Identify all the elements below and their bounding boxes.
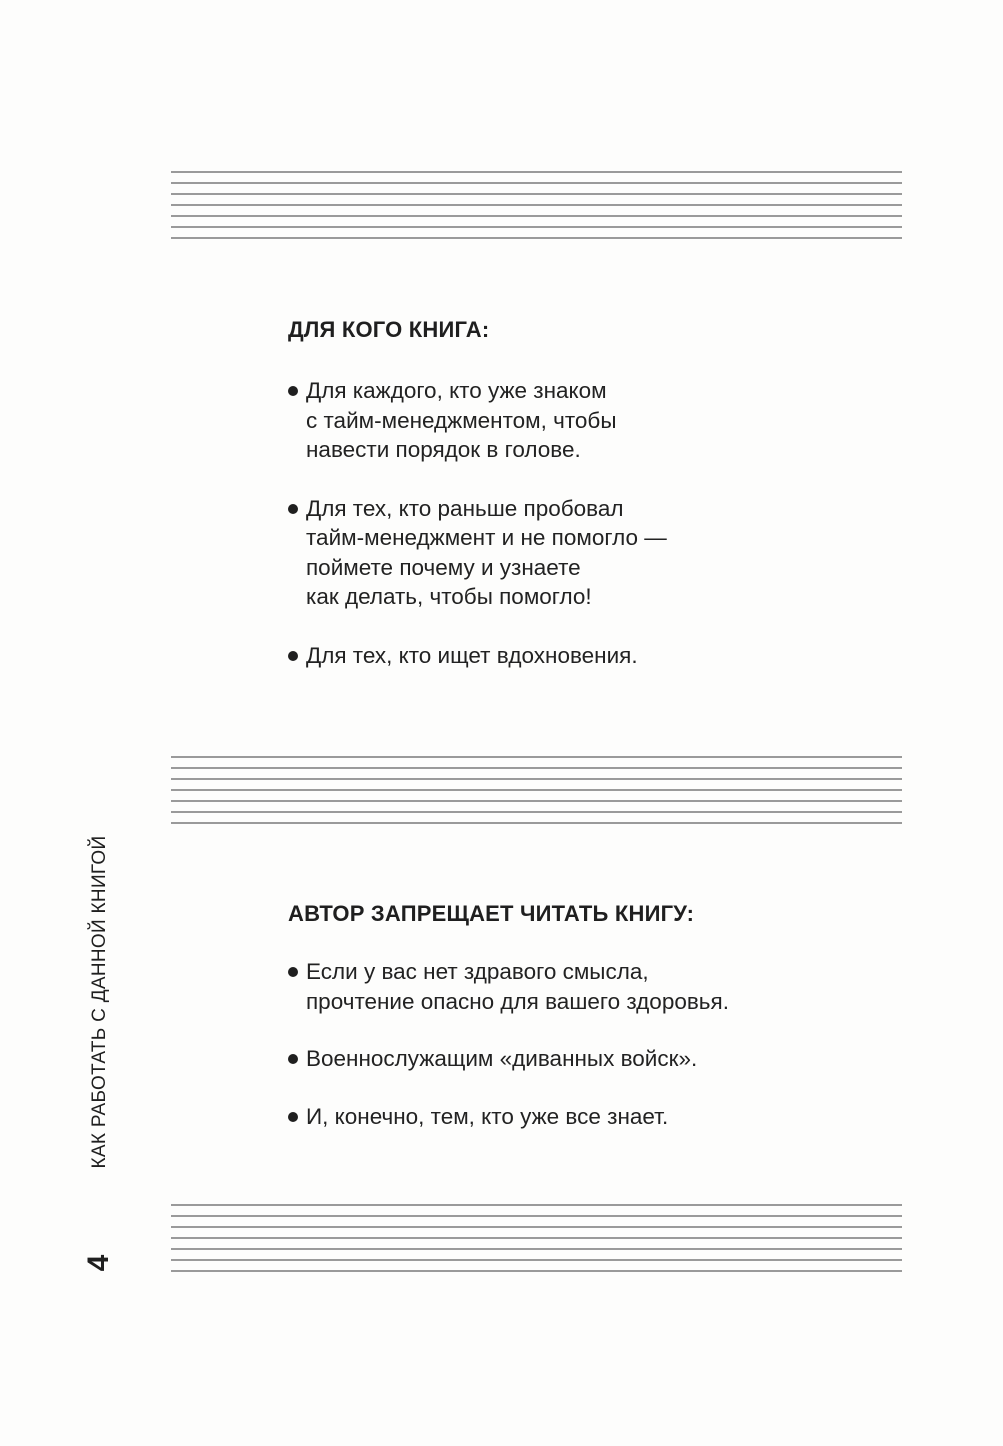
rule-line	[171, 193, 902, 195]
rule-line	[171, 811, 902, 813]
bullet-list	[288, 376, 888, 670]
rule-line	[171, 1259, 902, 1261]
bullet-icon	[288, 1054, 298, 1064]
rule-line	[171, 1270, 902, 1272]
rule-line	[171, 1226, 902, 1228]
rule-line	[171, 204, 902, 206]
rule-line	[171, 182, 902, 184]
list-item-text-line: с тайм-менеджментом, чтобы	[306, 407, 617, 433]
list-item-text-line: И, конечно, тем, кто уже все знает.	[306, 1103, 669, 1129]
rule-line	[171, 800, 902, 802]
running-title: КАК РАБОТАТЬ С ДАННОЙ КНИГОЙ	[89, 835, 110, 1169]
list-item	[288, 1102, 888, 1132]
section-heading: АВТОР ЗАПРЕЩАЕТ ЧИТАТЬ КНИГУ:	[288, 901, 695, 926]
decorative-rule-block-bottom	[171, 1204, 902, 1272]
rule-line	[171, 171, 902, 173]
list-item-text-line: навести порядок в голове.	[306, 437, 581, 462]
restrictions-section	[288, 899, 888, 1131]
list-item	[288, 494, 888, 612]
rule-line	[171, 1248, 902, 1250]
bullet-icon	[288, 504, 298, 514]
rule-line	[171, 789, 902, 791]
list-item-text-line: поймете почему и узнаете	[306, 554, 581, 580]
decorative-rule-block-middle	[171, 756, 902, 824]
rule-line	[171, 237, 902, 239]
bullet-icon	[288, 1112, 298, 1122]
bullet-icon	[288, 651, 298, 661]
list-item-text-line: прочтение опасно для вашего здоровья.	[306, 988, 729, 1014]
list-item	[288, 641, 888, 671]
rule-line	[171, 1237, 902, 1239]
audience-section	[288, 315, 888, 670]
rule-line	[171, 1215, 902, 1217]
list-item-text-line: Для каждого, кто уже знаком	[306, 378, 607, 403]
list-item-text-line: Для тех, кто раньше пробовал	[306, 495, 624, 521]
list-item	[288, 957, 888, 1016]
rule-line	[171, 767, 902, 769]
list-item-text-line: Если у вас нет здравого смысла,	[306, 959, 649, 984]
page-number: 4	[82, 1254, 115, 1272]
rule-line	[171, 215, 902, 217]
rule-line	[171, 822, 902, 824]
list-item-text-line: тайм-менеджмент и не помогло —	[306, 525, 667, 550]
section-heading: ДЛЯ КОГО КНИГА:	[288, 317, 490, 342]
list-item-text-line: как делать, чтобы помогло!	[306, 584, 592, 609]
rule-line	[171, 778, 902, 780]
bullet-icon	[288, 967, 298, 977]
rule-line	[171, 1204, 902, 1206]
list-item-text-line: Для тех, кто ищет вдохновения.	[306, 642, 638, 668]
bullet-icon	[288, 386, 298, 396]
rule-line	[171, 756, 902, 758]
decorative-rule-block-top	[171, 171, 902, 239]
list-item	[288, 376, 888, 465]
bullet-list	[288, 957, 888, 1131]
list-item-text-line: Военнослужащим «диванных войск».	[306, 1046, 698, 1071]
list-item	[288, 1044, 888, 1074]
rule-line	[171, 226, 902, 228]
